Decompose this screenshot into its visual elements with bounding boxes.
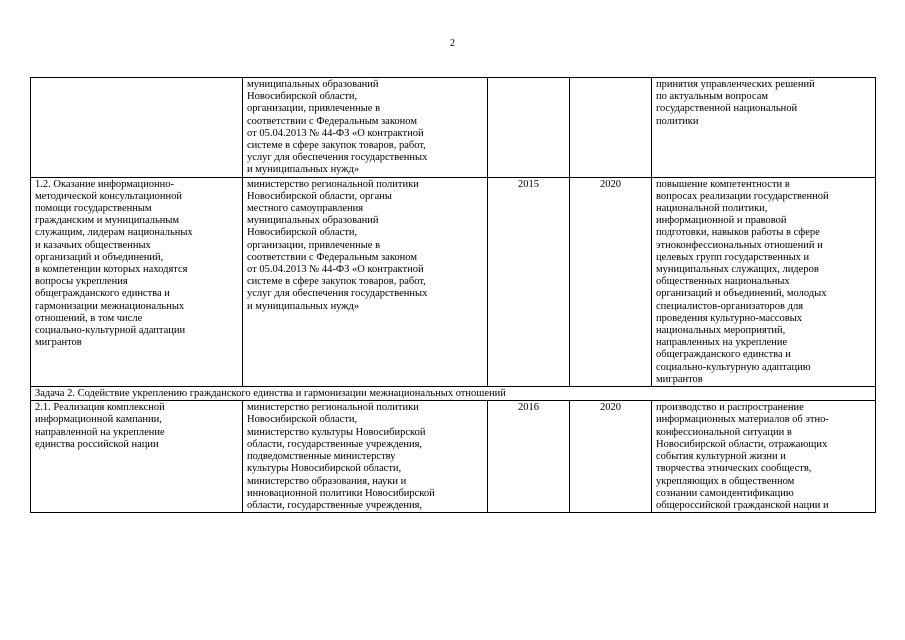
result-cell-line: подготовки, навыков работы в сфере [656,227,820,239]
result-cell-line: повышение компетентности в [656,178,790,190]
executors-cell-line: местного самоуправления [247,203,364,215]
executors-cell-line: области, государственные учреждения, [247,438,423,450]
executors-cell [243,177,488,386]
executors-cell-line: организации, привлеченные в [247,239,381,251]
executors-cell-line: муниципальных образований [247,215,379,227]
measure-cell-line: служащим, лидерам национальных [35,227,193,239]
executors-cell-line: от 05.04.2013 № 44-ФЗ «О контрактной [247,264,424,276]
measures-table [30,77,876,513]
measure-cell-line: отношений, в том числе [35,312,143,324]
measure-cell-line: мигрантов [35,337,82,349]
measure-cell [31,401,243,513]
executors-cell-line: Новосибирской области, [247,414,358,426]
executors-cell-line: системе в сфере закупок товаров, работ, [247,140,426,152]
executors-cell-line: муниципальных образований [247,79,379,90]
table-row [31,177,876,386]
end-year-cell: 2020 [570,177,652,386]
executors-cell [243,401,488,513]
executors-cell-line: министерство образования, науки и [247,475,407,487]
result-cell-line: информационной и правовой [656,215,787,227]
result-cell-line: принятия управленческих решений [656,79,815,90]
result-cell-line: этноконфессиональных отношений и [656,239,823,251]
executors-cell-line: соответствии с Федеральным законом [247,251,417,263]
executors-cell-line: подведомственные министерству [247,451,396,463]
result-cell-line: Новосибирской области, отражающих [656,438,828,450]
result-cell [652,78,876,178]
table-row [31,78,876,178]
start-year-cell: 2015 [488,177,570,386]
result-cell-line: по актуальным вопросам [656,91,769,103]
result-cell-line: информационных материалов об этно- [656,414,829,426]
executors-cell-line: министерство региональной политики [247,178,419,190]
result-cell-line: сознании самоидентификацию [656,487,794,499]
measure-cell-line: и казачьих общественных [35,239,151,251]
result-cell-line: муниципальных служащих, лидеров [656,264,819,276]
result-cell-line: специалистов-организаторов для [656,300,804,312]
result-cell-line: социально-культурную адаптацию [656,361,811,373]
executors-cell-line: Новосибирской области, [247,227,358,239]
end-year-cell: 2020 [570,401,652,513]
executors-cell-line: услуг для обеспечения государственных [247,288,428,300]
start-year-cell [488,78,570,178]
result-cell-line: организаций и объединений, молодых [656,288,827,300]
executors-cell-line: системе в сфере закупок товаров, работ, [247,276,426,288]
result-cell-line: политики [656,115,699,127]
measure-cell-line: 1.2. Оказание информационно- [35,178,174,190]
start-year-cell: 2016 [488,401,570,513]
measure-cell-line: информационной кампании, [35,414,162,426]
measure-cell-line: 2.1. Реализация комплексной [35,402,165,414]
result-cell-line: производство и распространение [656,402,804,414]
result-cell-line: вопросах реализации государственной [656,190,829,202]
measure-cell-line: единства российской нации [35,438,159,450]
result-cell-line: события культурной жизни и [656,451,786,463]
measure-cell-line: организаций и объединений, [35,251,164,263]
result-cell-line: мигрантов [656,373,703,385]
result-cell-line: общегражданского единства и [656,349,791,361]
executors-cell-line: от 05.04.2013 № 44-ФЗ «О контрактной [247,127,424,139]
executors-cell-line: и муниципальных нужд» [247,300,360,312]
measure-cell-line: вопросы укрепления [35,276,128,288]
executors-cell-line: области, государственные учреждения, [247,499,423,511]
measures-table-body [31,78,876,513]
executors-cell-line: организации, привлеченные в [247,103,381,115]
task-heading-row [31,387,876,401]
result-cell-line: общероссийской гражданской нации и [656,499,829,511]
measure-cell-line: гармонизации межнациональных [35,300,185,312]
result-cell-line: творчества этнических сообществ, [656,463,812,475]
executors-cell-line: министерство региональной политики [247,402,419,414]
result-cell-line: национальной политики, [656,203,768,215]
measure-cell [31,177,243,386]
table-row [31,401,876,513]
result-cell-line: общественных национальных [656,276,790,288]
result-cell [652,401,876,513]
executors-cell-line: Новосибирской области, [247,91,358,103]
end-year-cell [570,78,652,178]
measure-cell-line: помощи государственным [35,203,152,215]
measure-cell-line: социально-культурной адаптации [35,325,186,337]
executors-cell-line: Новосибирской области, органы [247,190,392,202]
task-heading: Задача 2. Содействие укреплению гражданского единства и гармонизации межнациональных отношений [31,387,876,401]
executors-cell-line: и муниципальных нужд» [247,164,360,176]
measure-cell [31,78,243,178]
result-cell-line: национальных мероприятий, [656,325,786,337]
page-number: 2 [450,38,455,49]
executors-cell-line: услуг для обеспечения государственных [247,152,428,164]
result-cell-line: укрепляющих в общественном [656,475,795,487]
measure-cell-line: направленной на укрепление [35,426,165,438]
measure-cell-line: общегражданского единства и [35,288,170,300]
executors-cell-line: соответствии с Федеральным законом [247,115,417,127]
executors-cell [243,78,488,178]
executors-cell-line: инновационной политики Новосибирской [247,487,435,499]
executors-cell-line: министерство культуры Новосибирской [247,426,426,438]
measure-cell-line: гражданским и муниципальным [35,215,180,227]
result-cell-line: государственной национальной [656,103,798,115]
result-cell-line: конфессиональной ситуации в [656,426,792,438]
result-cell-line: проведения культурно-массовых [656,312,802,324]
result-cell-line: целевых групп государственных и [656,251,810,263]
executors-cell-line: культуры Новосибирской области, [247,463,402,475]
result-cell [652,177,876,386]
result-cell-line: направленных на укрепление [656,337,788,349]
measure-cell-line: в компетенции которых находятся [35,264,188,276]
measure-cell-line: методической консультационной [35,190,182,202]
